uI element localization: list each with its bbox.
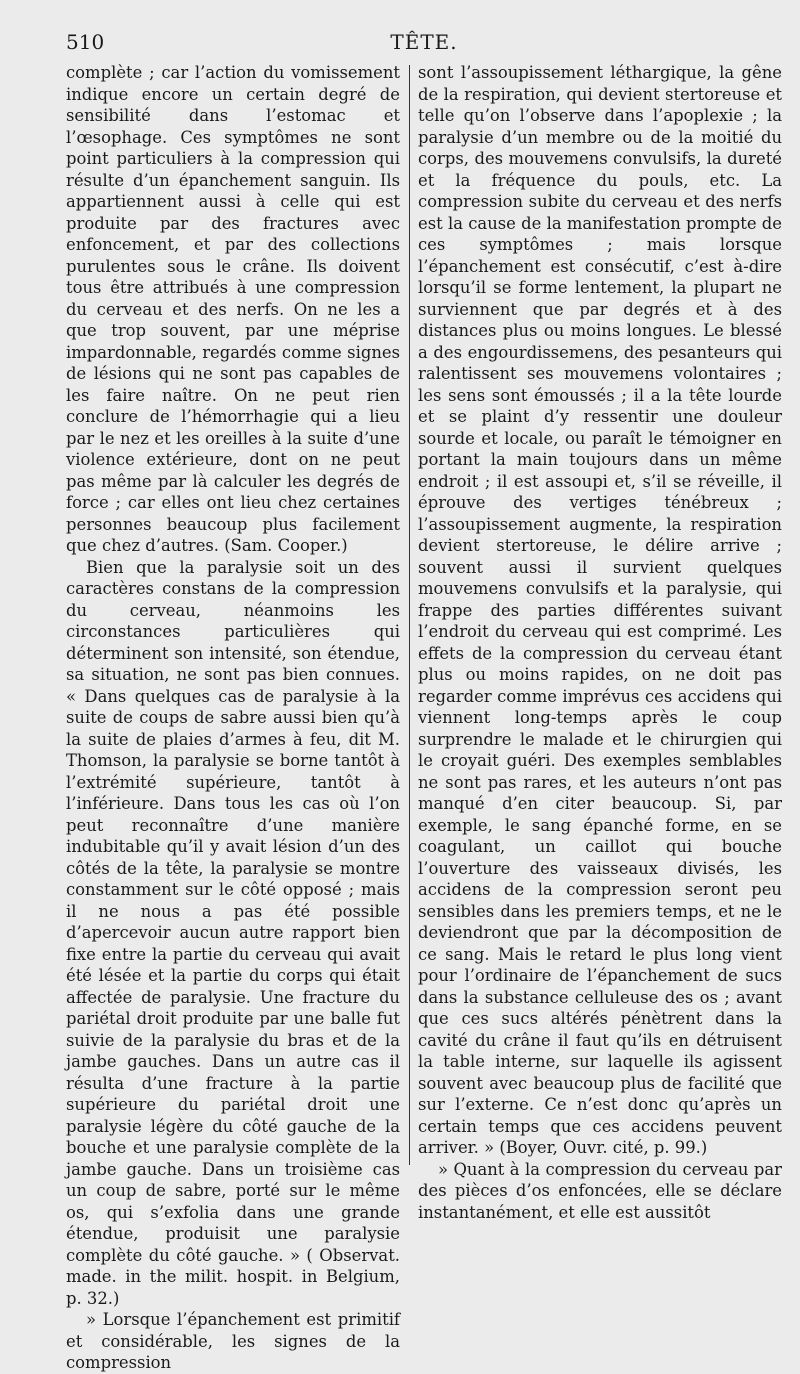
paragraph: sont l’assoupissement léthargique, la gêne de la respiration, qui devient stertoreuse et telle qu’on l’observe dans l’apoplexie ; la paralysie d’un membre ou de la moitié du corps, des mouvemens convulsifs, la dureté et la fréquence du pouls, etc. La compression subite du cerveau et des nerfs est la cause de la manifestation prompte de ces symptômes ; mais lorsque l’épanchement est consécutif, c’est à-dire lorsqu’il se forme lentement, la plupart ne surviennent que par degrés et à des distances plus ou moins longues. Le blessé a des engourdissemens, des pesanteurs qui ralentissent ses mouvemens volontaires ; les sens sont émoussés ; il a la tête lourde et se plaint d’y ressentir une douleur sourde et locale, ou paraît le témoigner en portant la main toujours dans un même endroit ; il est assoupi et, s’il se réveille, il éprouve des vertiges ténébreux ; l’assoupissement augmente, la respiration devient stertoreuse, le délire arrive ; souvent aussi il survient quelques mouvemens convulsifs et la paralysie, qui frappe des parties différentes suivant l’endroit du cerveau qui est comprimé. Les effets de la compression du cerveau étant plus ou moins rapides, on ne doit pas regarder comme imprévus ces accidens qui viennent long-temps après le coup surprendre le malade et le chirurgien qui le croyait guéri. Des exemples semblables ne sont pas rares, et les auteurs n’ont pas manqué d’en citer beaucoup. Si, par exemple, le sang épanché forme, en se coagulant, un caillot qui bouche l’ouverture des vaisseaux divisés, les accidens de la compression seront peu sensibles dans les premiers temps, et ne le deviendront que par la décomposition de ce sang. Mais le retard le plus long vient pour l’ordinaire de l’épanchement de sucs dans la substance celluleuse des os ; avant que ces sucs altérés pénètrent dans la cavité du crâne il faut qu’ils en détruisent la table interne, sur laquelle ils agissent souvent avec beaucoup plus de facilité que sur l’externe. Ce n’est donc qu’après un certain temps que ces accidens peuvent arriver. » (Boyer, Ouvr. cité, p. 99.) (418, 63, 782, 1157)
paragraph: » Quant à la compression du cerveau par des pièces d’os enfoncées, elle se déclare instantanément, et elle est aussitôt (418, 1159, 782, 1222)
paragraph: complète ; car l’action du vomissement indique encore un certain degré de sensibilité dans l’estomac et l’œsophage. Ces symptômes ne sont point particuliers à la compression qui résulte d’un épanchement sanguin. Ils appartiennent aussi à celle qui est produite par des fractures avec enfoncement, et par des collections purulentes sous le crâne. Ils doivent tous être attribués à une compression du cerveau et des nerfs. On ne les a que trop souvent, par une méprise impardonnable, regardés comme signes de lésions qui ne sont pas capables de les faire naître. On ne peut rien conclure de l’hémorrhagie qui a lieu par le nez et les oreilles à la suite d’une violence extérieure, dont on ne peut pas même par là calculer les degrés de force ; car elles ont lieu chez certaines personnes beaucoup plus facilement que chez d’autres. (Sam. Cooper.) (66, 63, 400, 555)
page-header (66, 30, 782, 60)
paragraph: Bien que la paralysie soit un des caractères constans de la compression du cerveau, néanmoins les circonstances particulières qui déterminent son intensité, son étendue, sa situation, ne sont pas bien connues. « Dans quelques cas de paralysie à la suite de coups de sabre aussi bien qu’à la suite de plaies d’armes à feu, dit M. Thomson, la paralysie se borne tantôt à l’extrémité supérieure, tantôt à l’inférieure. Dans tous les cas où l’on peut reconnaître d’une manière indubitable qu’il y avait lésion d’un des côtés de la tête, la paralysie se montre constamment sur le côté opposé ; mais il ne nous a pas été possible d’apercevoir aucun autre rapport bien fixe entre la partie du cerveau qui avait été lésée et la partie du corps qui était affectée de paralysie. Une fracture du pariétal droit produite par une balle fut suivie de la paralysie du bras et de la jambe gauches. Dans un autre cas il résulta d’une fracture à la partie supérieure du pariétal droit une paralysie légère du côté gauche de la bouche et une paralysie complète de la jambe gauche. Dans un troisième cas un coup de sabre, porté sur le même os, qui s’exfolia dans une grande étendue, produisit une paralysie complète du côté gauche. » ( Observat. made. in the milit. hospit. in Belgium, p. 32.) (66, 557, 400, 1308)
running-title: TÊTE. (390, 30, 458, 54)
left-column (66, 62, 400, 1374)
column-divider (409, 65, 410, 1165)
right-column (418, 62, 782, 1223)
paragraph: » Lorsque l’épanchement est primitif et considérable, les signes de la compression (66, 1310, 400, 1372)
page-number: 510 (66, 30, 105, 54)
